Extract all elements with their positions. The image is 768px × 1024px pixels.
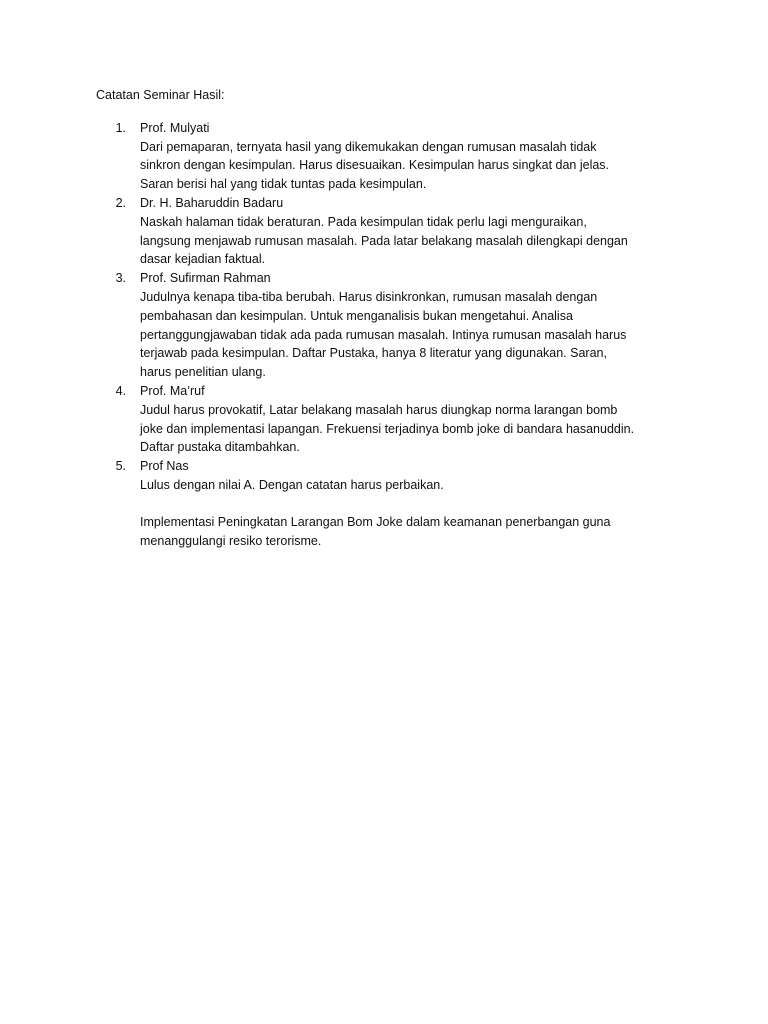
reviewer-comment: Judul harus provokatif, Latar belakang masalah harus diungkap norma larangan bomb joke dan implementasi lapangan. Frekuensi terjadinya bomb joke di bandara hasanuddin. Daftar pustaka ditambahkan. bbox=[140, 402, 635, 455]
list-item bbox=[115, 269, 636, 382]
list-item bbox=[115, 119, 636, 194]
document-body bbox=[96, 86, 636, 550]
reviewer-name: Prof. Mulyati bbox=[140, 120, 210, 135]
item-number: 1. bbox=[115, 120, 126, 135]
item-number: 3. bbox=[115, 271, 126, 286]
item-number: 5. bbox=[115, 459, 126, 474]
list-item bbox=[115, 194, 636, 269]
list-item bbox=[115, 382, 636, 457]
reviewer-comment: Judulnya kenapa tiba-tiba berubah. Harus disinkronkan, rumusan masalah dengan pembahasan dan kesimpulan. Untuk menganalisis bukan mengetahui. Analisa pertanggungjawaban tidak ada pada rumusan masalah. Intinya rumusan masalah harus terjawab pada kesimpulan. Daftar Pustaka, hanya 8 literatur yang digunakan. Saran, harus penelitian ulang. bbox=[140, 289, 627, 380]
reviewer-name: Prof. Ma’ruf bbox=[140, 383, 205, 398]
reviewer-comment: Naskah halaman tidak beraturan. Pada kesimpulan tidak perlu lagi menguraikan, langsung menjawab rumusan masalah. Pada latar belakang masalah dilengkapi dengan dasar kejadian faktual. bbox=[140, 214, 628, 267]
item-number: 4. bbox=[115, 383, 126, 398]
reviewer-name: Prof Nas bbox=[140, 459, 189, 474]
document-heading: Catatan Seminar Hasil: bbox=[96, 88, 225, 102]
reviewer-name: Prof. Sufirman Rahman bbox=[140, 271, 271, 286]
closing-paragraph: Implementasi Peningkatan Larangan Bom Joke dalam keamanan penerbangan guna menanggulangi resiko terorisme. bbox=[140, 514, 611, 548]
notes-list bbox=[96, 119, 636, 495]
reviewer-comment: Lulus dengan nilai A. Dengan catatan harus perbaikan. bbox=[140, 477, 444, 492]
reviewer-name: Dr. H. Baharuddin Badaru bbox=[140, 195, 284, 210]
item-number: 2. bbox=[115, 195, 126, 210]
list-item bbox=[115, 457, 636, 495]
reviewer-comment: Dari pemaparan, ternyata hasil yang dikemukakan dengan rumusan masalah tidak sinkron dengan kesimpulan. Harus disesuaikan. Kesimpulan harus singkat dan jelas. Saran berisi hal yang tidak tuntas pada kesimpulan. bbox=[140, 139, 610, 192]
